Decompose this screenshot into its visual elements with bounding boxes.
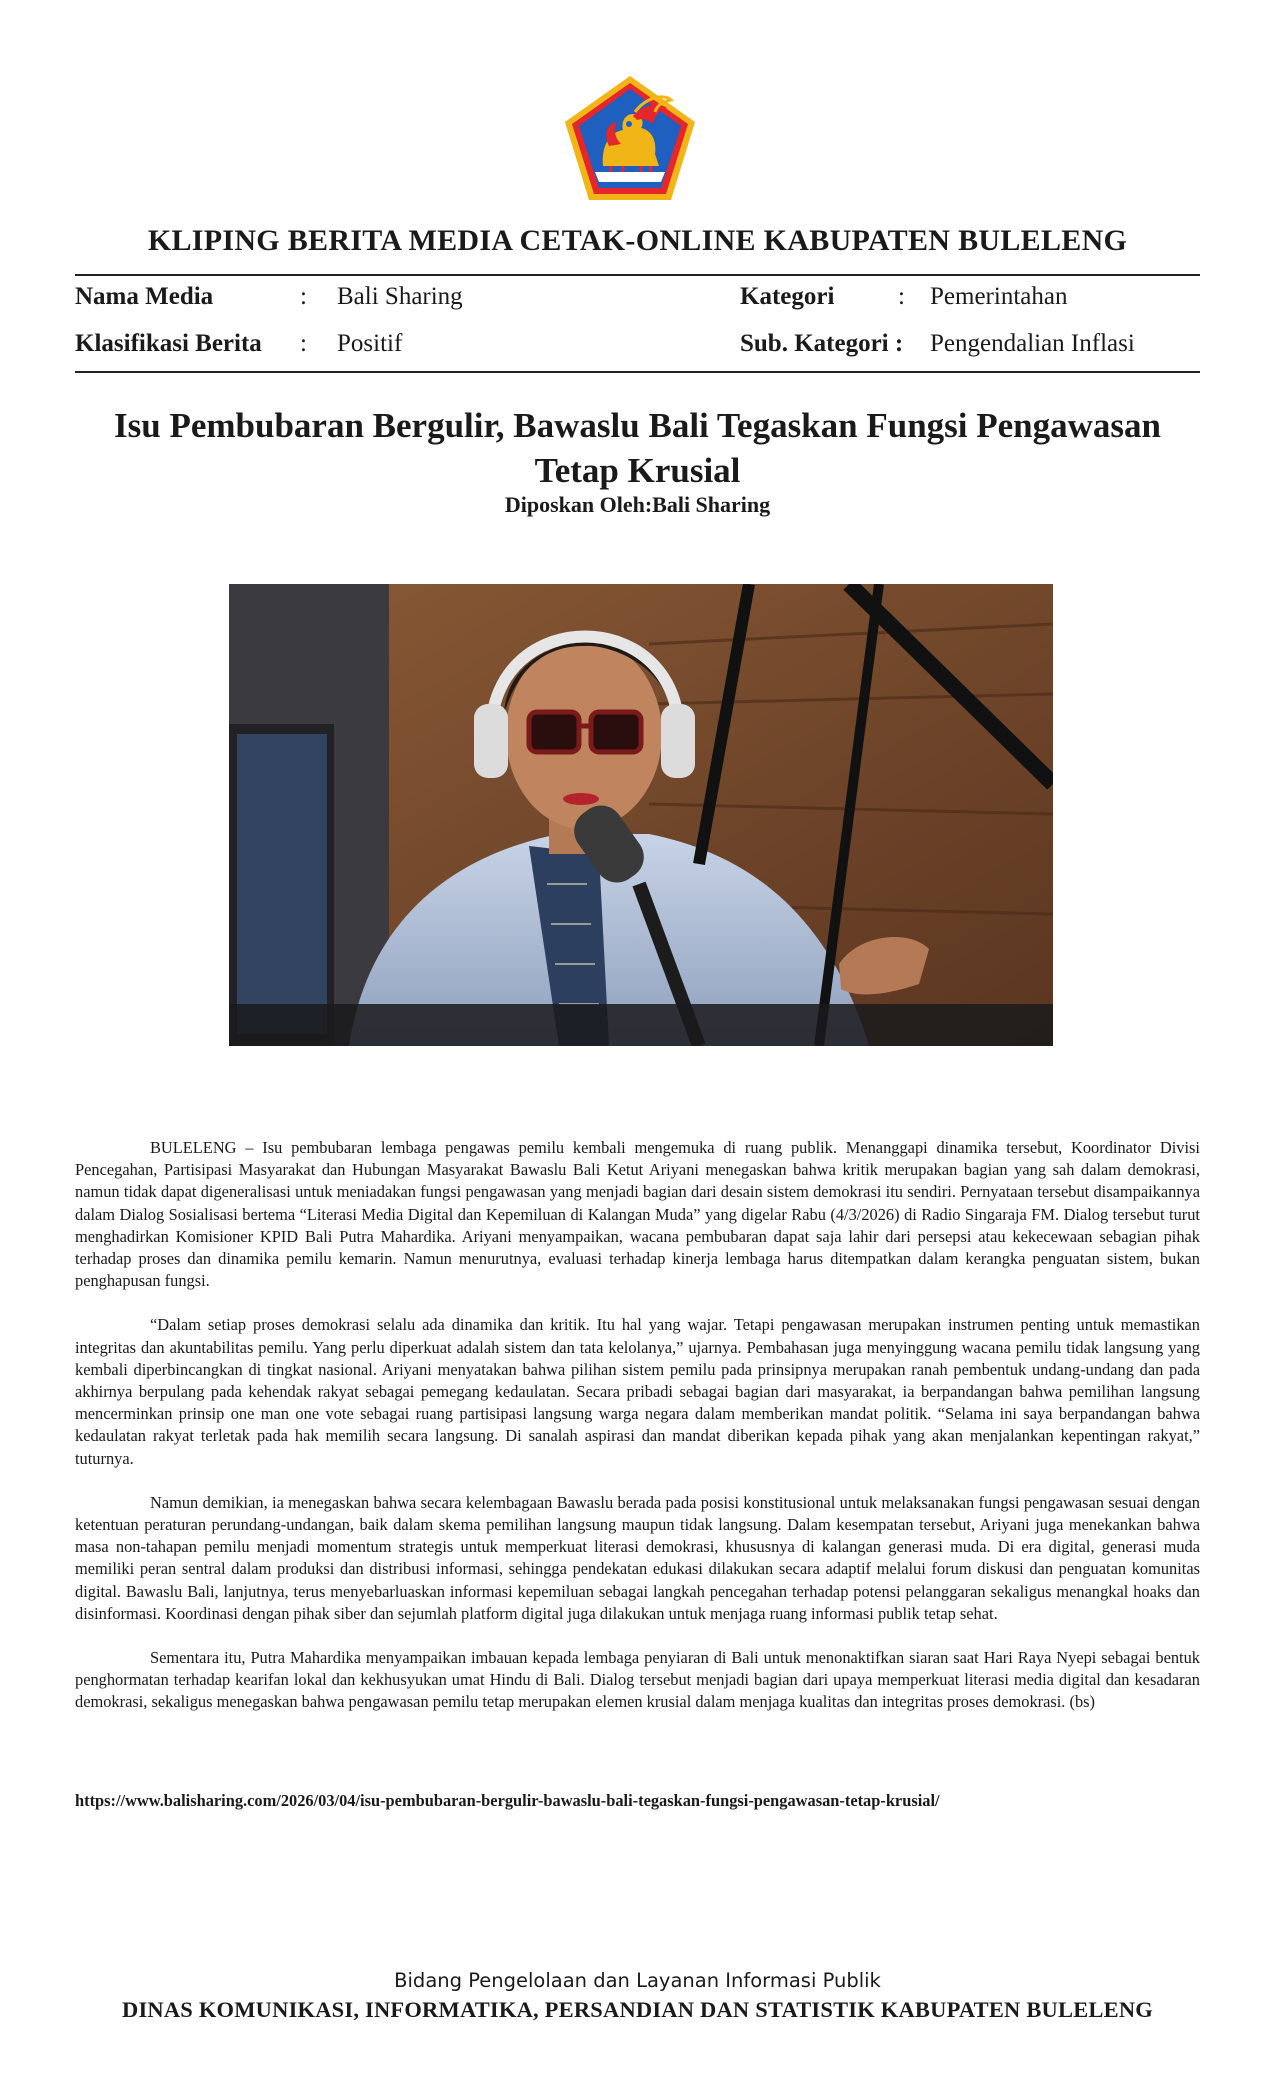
clipping-document-title: KLIPING BERITA MEDIA CETAK-ONLINE KABUPATEN BULELENG [147,224,1128,257]
article-paragraph: Namun demikian, ia menegaskan bahwa secara kelembagaan Bawaslu berada pada posisi konstitusional untuk melaksanakan fungsi pengawasan sesuai dengan ketentuan peraturan perundang-undangan, baik dalam skema pemilihan langsung maupun tidak langsung. Dalam kesempatan tersebut, Ariyani juga menekankan bahwa masa non-tahapan pemilu menjadi momentum strategis untuk memperkuat literasi demokrasi, khususnya di kalangan generasi muda. Di era digital, generasi muda memiliki peran sentral dalam produksi dan distribusi informasi, sehingga pendekatan edukasi dilakukan secara adaptif melalui forum diskusi dan penguatan komunitas digital. Bawaslu Bali, lanjutnya, terus menyebarluaskan informasi kepemiluan sebagai langkah pencegahan terhadap potensi pelanggaran sekaligus menangkal hoaks dan disinformasi. Koordinasi dengan pihak siber dan sejumlah platform digital juga dilakukan untuk menjaga ruang informasi publik tetap sehat. [75,1492,1200,1623]
media-name-label: Nama Media [75,283,214,310]
article-paragraph: “Dalam setiap proses demokrasi selalu ada dinamika dan kritik. Itu hal yang wajar. Tetapi pengawasan merupakan instrumen penting untuk memastikan integritas dan akuntabilitas pemilu. Yang perlu diperkuat adalah sistem dan tata kelolanya,” ujarnya. Pembahasan juga menyinggung wacana pemilu tidak langsung yang kembali diperbincangkan di tingkat nasional. Ariyani menyatakan bahwa pilihan sistem pemilu pada prinsipnya merupakan ranah pembentuk undang-undang dan pada akhirnya berpulang pada kehendak rakyat sebagai pemegang kedaulatan. Secara pribadi sebagai bagian dari masyarakat, ia berpandangan bahwa pemilihan langsung mencerminkan prinsip one man one vote sebagai ruang partisipasi langsung warga negara dalam memberikan mandat politik. “Selama ini saya berpandangan bahwa kedaulatan rakyat terletak pada hak memilih secara langsung. Di sanalah aspirasi dan mandat diberikan kepada pihak yang akan menjalankan kepentingan rakyat,” tuturnya. [75,1315,1200,1468]
article-paragraph: BULELENG – Isu pembubaran lembaga pengawas pemilu kembali mengemuka di ruang publik. Menanggapi dinamika tersebut, Koordinator Divisi Pencegahan, Partisipasi Masyarakat dan Hubungan Masyarakat Bawaslu Bali Ketut Ariyani menegaskan bahwa kritik merupakan bagian yang sah dalam demokrasi, namun tidak dapat digeneralisasi untuk meniadakan fungsi pengawasan yang menjadi bagian dari desain sistem demokrasi itu sendiri. Pernyataan tersebut disampaikannya dalam Dialog Sosialisasi bertema “Literasi Media Digital dan Kepemiluan di Kalangan Muda” yang digelar Rabu (4/3/2026) di Radio Singaraja FM. Dialog tersebut turut menghadirkan Komisioner KPID Bali Putra Mahardika. Ariyani menyampaikan, wacana pembubaran dapat saja lahir dari persepsi atau kekecewaan sebagian pihak terhadap proses dan dinamika pemilu kemarin. Namun menurutnya, evaluasi terhadap kinerja lembaga harus ditempatkan dalam kerangka penguatan sistem, bukan penghapusan fungsi. [75,1138,1200,1291]
header-divider-top [75,274,1200,276]
article-byline: Diposkan Oleh:Bali Sharing [504,492,771,517]
regency-emblem-logo [563,74,697,202]
source-url-link[interactable]: https://www.balisharing.com/2026/03/04/isu-pembubaran-bergulir-bawaslu-bali-tegaskan-fungsi-pengawasan-tetap-krusial/ [75,1791,940,1810]
media-name-value: Bali Sharing [337,283,463,310]
category-value: Pemerintahan [930,283,1068,310]
subcategory-value: Pengendalian Inflasi [930,330,1135,357]
metadata-block [75,283,1200,373]
classification-value: Positif [337,330,403,357]
classification-colon: : [300,330,307,357]
footer-department-line: Bidang Pengelolaan dan Layanan Informasi Publik [394,1969,881,1992]
category-label: Kategori [740,283,835,310]
article-photo [229,584,1053,1046]
article-paragraph: Sementara itu, Putra Mahardika menyampaikan imbauan kepada lembaga penyiaran di Bali untuk menonaktifkan siaran saat Hari Raya Nyepi sebagai bentuk penghormatan terhadap kearifan lokal dan kekhusyukan umat Hindu di Bali. Dialog tersebut menjadi bagian dari upaya memperkuat literasi media digital dan kesadaran demokrasi, sekaligus menegaskan bahwa pengawasan pemilu tetap merupakan elemen krusial dalam menjaga kualitas dan integritas proses demokrasi. (bs) [75,1648,1200,1712]
media-name-colon: : [300,283,307,310]
article-body [75,1137,1200,1736]
subcategory-label: Sub. Kategori : [740,330,904,357]
category-colon: : [898,283,905,310]
header-divider-bottom [75,371,1200,373]
article-headline: Isu Pembubaran Bergulir, Bawaslu Bali Tegaskan Fungsi Pengawasan Tetap Krusial [113,406,1162,490]
classification-label: Klasifikasi Berita [75,330,262,357]
footer-agency-line: DINAS KOMUNIKASI, INFORMATIKA, PERSANDIAN DAN STATISTIK KABUPATEN BULELENG [122,1997,1153,2022]
